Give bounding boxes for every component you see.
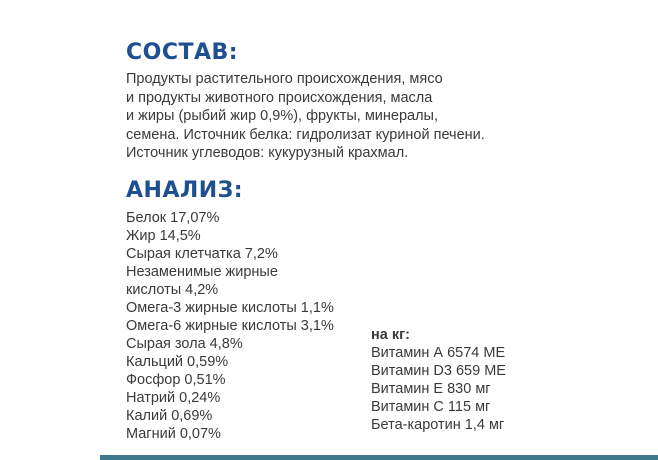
- analysis-item: Калий 0,69%: [126, 408, 213, 424]
- analysis-item: Белок 17,07%: [126, 210, 220, 226]
- analysis-item: Сырая клетчатка 7,2%: [126, 246, 278, 262]
- analysis-item: Кальций 0,59%: [126, 354, 229, 370]
- analysis-item: Незаменимые жирные: [126, 264, 278, 280]
- analysis-item: кислоты 4,2%: [126, 282, 219, 298]
- vitamin-item: Бета-каротин 1,4 мг: [371, 417, 505, 433]
- composition-line: Источник углеводов: кукурузный крахмал.: [126, 145, 409, 161]
- composition-line: и жиры (рыбий жир 0,9%), фрукты, минералы,: [126, 108, 439, 124]
- analysis-item: Омега-3 жирные кислоты 1,1%: [126, 300, 334, 316]
- vitamins-title: на кг:: [371, 327, 410, 343]
- composition-line: Продукты растительного происхождения, мясо: [126, 71, 443, 87]
- composition-line: семена. Источник белка: гидролизат куриной печени.: [126, 126, 485, 143]
- analysis-heading: АНАЛИЗ:: [126, 178, 244, 203]
- vitamins-block: [371, 326, 506, 434]
- composition-heading: СОСТАВ:: [126, 40, 239, 65]
- vitamin-item: Витамин D3 659 МЕ: [371, 363, 506, 379]
- analysis-item: Омега-6 жирные кислоты 3,1%: [126, 318, 334, 334]
- vitamin-item: Витамин Е 830 мг: [371, 381, 491, 397]
- vitamins-list: [371, 344, 506, 434]
- vitamin-item: Витамин А 6574 МЕ: [371, 345, 506, 361]
- analysis-item: Магний 0,07%: [126, 426, 221, 442]
- composition-text: [126, 70, 546, 163]
- analysis-item: Жир 14,5%: [126, 228, 201, 244]
- analysis-item: Фосфор 0,51%: [126, 372, 226, 388]
- analysis-item: Натрий 0,24%: [126, 390, 221, 406]
- analysis-list: [126, 209, 334, 443]
- analysis-item: Сырая зола 4,8%: [126, 336, 243, 352]
- composition-line: и продукты животного происхождения, масла: [126, 89, 433, 106]
- bottom-divider: [100, 455, 658, 460]
- vitamin-item: Витамин С 115 мг: [371, 399, 491, 415]
